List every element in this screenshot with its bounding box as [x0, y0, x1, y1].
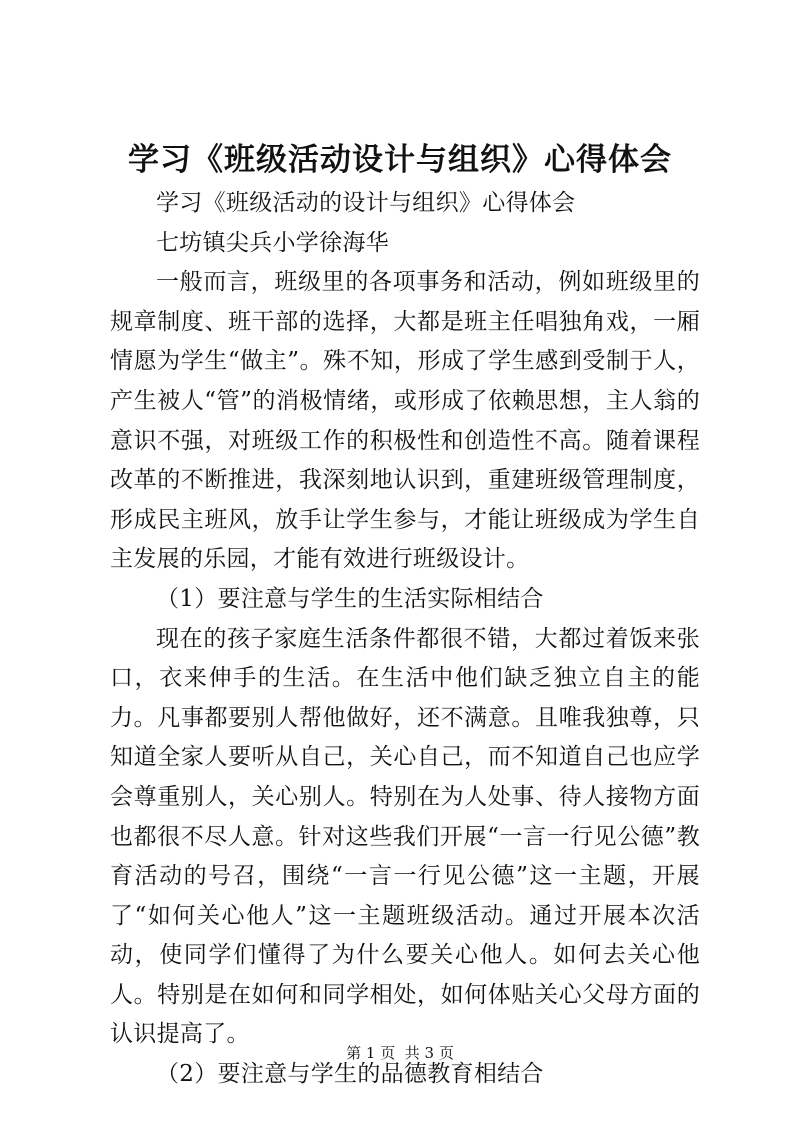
subtitle-paragraph: 学习《班级活动的设计与组织》心得体会 [156, 190, 576, 216]
page-footer: 第 1 页 共 3 页 [346, 1044, 454, 1062]
intro-paragraph: 一般而言，班级里的各项事务和活动，例如班级里的规章制度、班干部的选择，大都是班主任唱独角戏，一厢情愿为学生“做主”。殊不知，形成了学生感到受制于人，产生被人“管”的消极情绪，或形成了依赖思想，主人翁的意识不强，对班级工作的积极性和创造性不高。随着课程改革的不断推进，我深刻地认识到，重建班级管理制度，形成民主班风，放手让学生参与，才能让班级成为学生自主发展的乐园，才能有效进行班级设计。 [110, 269, 700, 573]
section-heading-1: （1）要注意与学生的生活实际相结合 [156, 585, 544, 612]
document-body [110, 184, 700, 1095]
author-paragraph: 七坊镇尖兵小学徐海华 [156, 229, 389, 256]
document-title: 学习《班级活动设计与组织》心得体会 [128, 142, 672, 178]
section-paragraph-1: 现在的孩子家庭生活条件都很不错，大都过着饭来张口，衣来伸手的生活。在生活中他们缺乏独立自主的能力。凡事都要别人帮他做好，还不满意。且唯我独尊，只知道全家人要听从自己，关心自己，而不知道自己也应学会尊重别人，关心别人。特别在为人处事、待人接物方面也都很不尽人意。针对这些我们开展“一言一行见公德”教育活动的号召，围绕“一言一行见公德”这一主题，开展了“如何关心他人”这一主题班级活动。通过开展本次活动，使同学们懂得了为什么要关心他人。如何去关心他人。特别是在如何和同学相处，如何体贴关心父母方面的认识提高了。 [110, 625, 700, 1048]
section-heading-2: （2）要注意与学生的品德教育相结合 [156, 1061, 544, 1088]
